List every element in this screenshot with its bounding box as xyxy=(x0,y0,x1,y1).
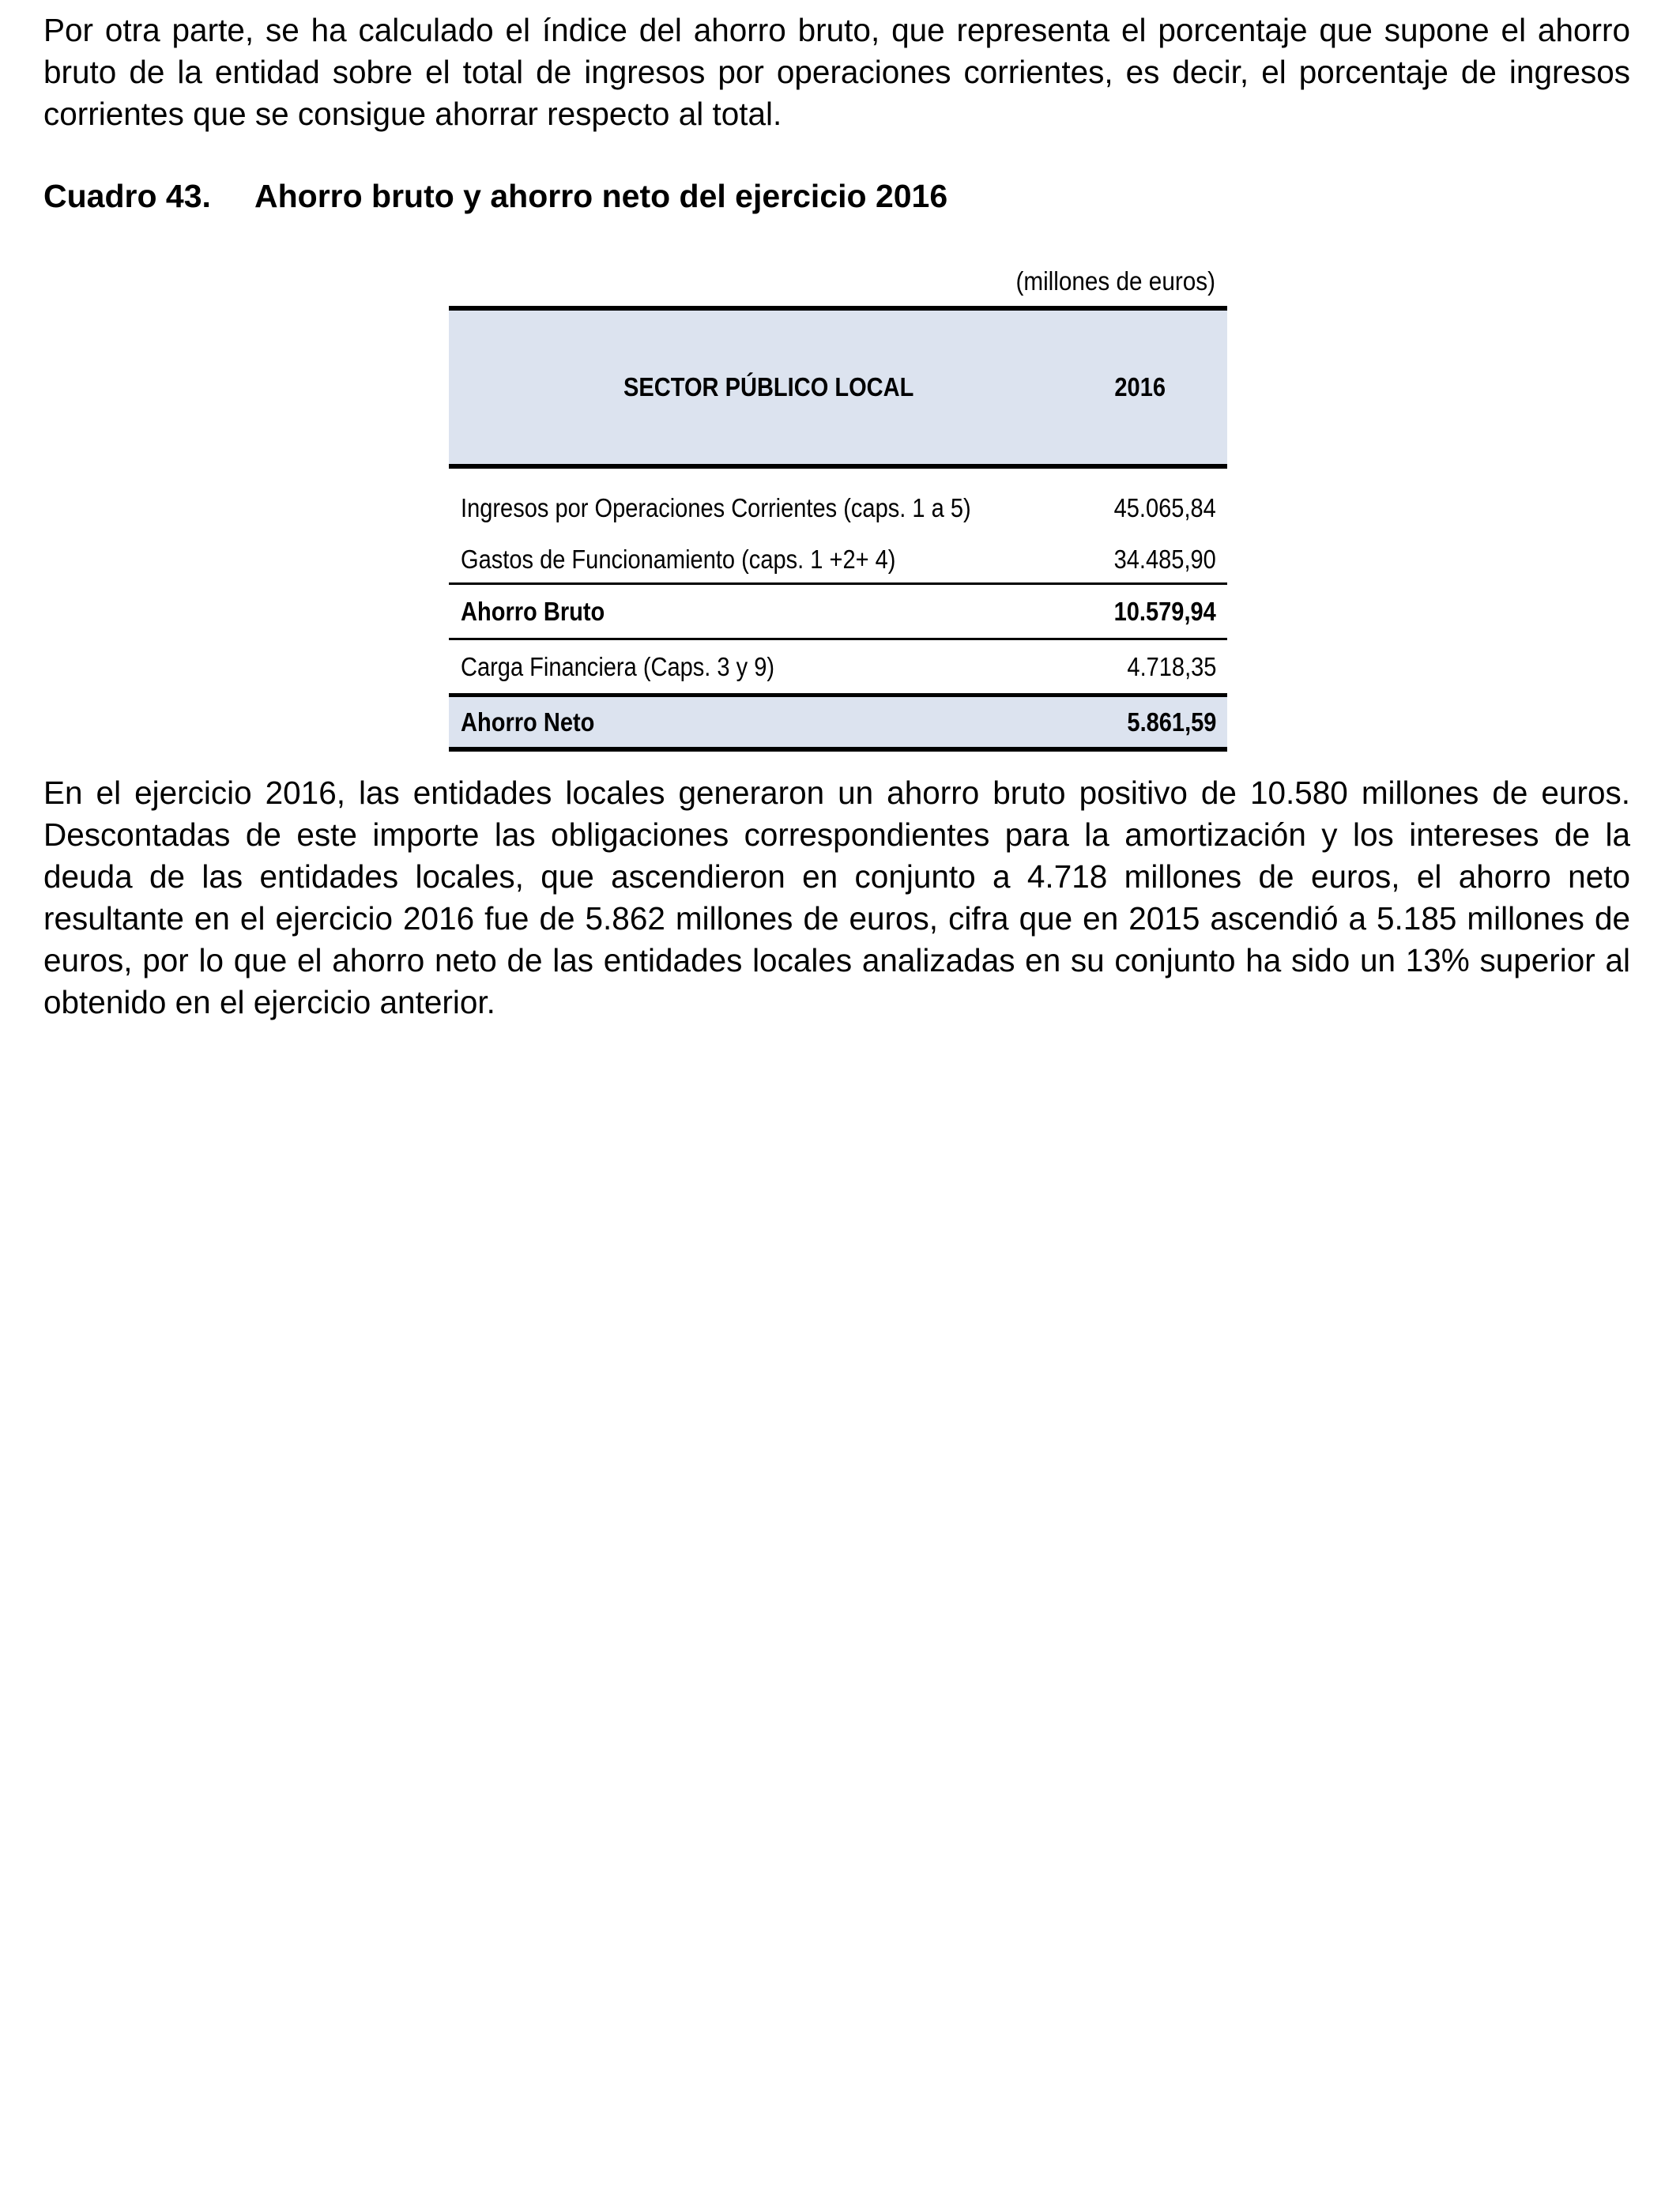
savings-table-container xyxy=(449,306,1227,752)
row-label: Ingresos por Operaciones Corrientes (caps. 1 a 5) xyxy=(461,493,971,522)
table-row-ingresos xyxy=(449,466,1227,537)
table-caption xyxy=(43,175,947,217)
row-value: 4.718,35 xyxy=(1126,651,1216,681)
table-header-row xyxy=(449,308,1227,466)
row-label: Gastos de Funcionamiento (caps. 1 +2+ 4) xyxy=(449,537,1053,584)
row-value: 45.065,84 xyxy=(1113,493,1216,522)
table-caption-number: Cuadro 43. xyxy=(43,178,211,214)
table-row-carga-financiera xyxy=(449,639,1227,696)
row-label: Ahorro Bruto xyxy=(449,584,1053,639)
row-value: 34.485,90 xyxy=(1053,537,1227,584)
header-sector-label: SECTOR PÚBLICO LOCAL xyxy=(449,308,1053,466)
row-label: Carga Financiera (Caps. 3 y 9) xyxy=(461,651,775,681)
table-row-gastos xyxy=(449,537,1227,584)
row-value: 10.579,94 xyxy=(1053,584,1227,639)
table-row-ahorro-neto xyxy=(449,696,1227,750)
table-units-note: (millones de euros) xyxy=(1015,266,1215,296)
table-caption-title: Ahorro bruto y ahorro neto del ejercicio 2016 xyxy=(254,178,948,214)
row-value: 5.861,59 xyxy=(1053,696,1227,750)
savings-table xyxy=(449,306,1227,752)
analysis-paragraph: En el ejercicio 2016, las entidades locales generaron un ahorro bruto positivo de 10.580 millones de euros. Descontadas de este importe las obligaciones correspondientes para la amortización y los intereses de la deuda de las entidades locales, que ascendieron en conjunto a 4.718 millones de euros, el ahorro neto resultante en el ejercicio 2016 fue de 5.862 millones de euros, cifra que en 2015 ascendió a 5.185 millones de euros, por lo que el ahorro neto de las entidades locales analizadas en su conjunto ha sido un 13% superior al obtenido en el ejercicio anterior. xyxy=(43,775,1630,1020)
intro-paragraph: Por otra parte, se ha calculado el índice del ahorro bruto, que representa el porcentaje que supone el ahorro bruto de la entidad sobre el total de ingresos por operaciones corrientes, es decir, el porcentaje de ingresos corrientes que se consigue ahorrar respecto al total. xyxy=(43,12,1630,132)
row-label: Ahorro Neto xyxy=(449,696,1053,750)
table-row-ahorro-bruto xyxy=(449,584,1227,639)
header-year: 2016 xyxy=(1053,308,1227,466)
